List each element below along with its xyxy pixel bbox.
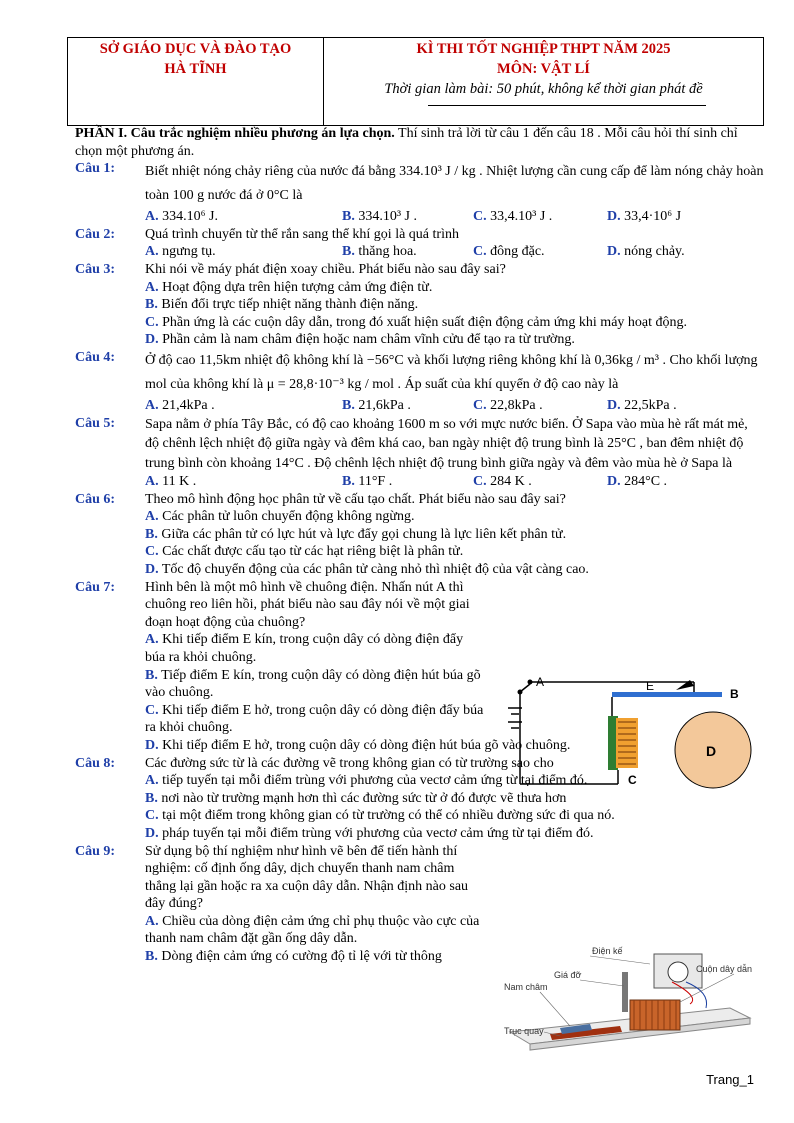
figure-label-a: A <box>536 675 545 689</box>
option-d[interactable]: D. 22,5kPa . <box>607 397 677 413</box>
exam-header <box>67 37 764 126</box>
question-number: Câu 6: <box>75 491 116 507</box>
options-row <box>145 473 765 491</box>
question-2 <box>75 226 765 261</box>
question-stem: Theo mô hình động học phân tử về cấu tạo chất. Phát biểu nào sau đây sai? <box>145 491 566 507</box>
option-d[interactable]: D. 33,4·10⁶ J <box>607 209 682 225</box>
option-c[interactable]: C. 33,4.10³ J . <box>473 209 553 225</box>
section-instruction: Thí sinh trả lời từ câu 1 đến câu 18 . Mỗi câu hỏi thí sinh chỉ chọn một phương án. <box>75 126 738 159</box>
question-stem: Ở độ cao 11,5km nhiệt độ không khí là −56°C và khối lượng riêng không khí là 0,36kg / m³ . Cho khối lượng mol của không khí là μ = 28,8·10⁻³ kg / mol . Áp suất của khí quyển ở độ cao này là <box>145 352 758 392</box>
question-6 <box>75 491 765 579</box>
subject-title: MÔN: VẬT LÍ <box>497 61 590 77</box>
question-1 <box>75 160 765 226</box>
figure-label-stand: Giá đỡ <box>554 970 582 980</box>
province-name: HÀ TĨNH <box>164 61 227 77</box>
option-c[interactable]: C. 284 K . <box>473 474 532 490</box>
question-stem: Quá trình chuyển từ thể rắn sang thể khí gọi là quá trình <box>145 226 459 242</box>
options-row <box>145 243 765 261</box>
option-c[interactable]: C. Phần ứng là các cuộn dây dẫn, trong đó xuất hiện suất điện động cảm ứng khi máy hoạt động. <box>145 314 688 330</box>
option-c[interactable]: C. tại một điểm trong không gian có từ trường có thể có nhiều đường sức đi qua nó. <box>145 808 615 824</box>
option-b[interactable]: B. Biến đổi trực tiếp nhiệt năng thành điện năng. <box>145 297 419 313</box>
question-number: Câu 7: <box>75 579 116 595</box>
exam-time: Thời gian làm bài: 50 phút, không kể thời gian phát đề <box>384 81 703 97</box>
question-stem: Sapa nằm ở phía Tây Bắc, có độ cao khoảng 1600 m so với mực nước biển. Ở Sapa vào mùa hè rất mát mẻ, độ chênh lệch nhiệt độ giữa ngày và đêm khá cao, ban ngày nhiệt độ trung bình là 25°C , ban đêm nhiệt độ trung bình còn khoảng 14°C . Độ chênh lệch nhiệt độ trung bình giữa ngày và đêm vào mùa hè ở Sapa là <box>145 416 748 471</box>
option-c[interactable]: C. Các chất được cấu tạo từ các hạt riêng biệt là phân tử. <box>145 544 464 560</box>
figure-label-b: B <box>730 687 739 701</box>
figure-label-magnet: Nam châm <box>504 982 548 992</box>
question-number: Câu 1: <box>75 161 116 177</box>
option-d[interactable]: D. nóng chảy. <box>607 244 685 260</box>
exam-info-block <box>324 38 763 125</box>
option-a[interactable]: A. tiếp tuyến tại mỗi điểm trùng với phương của vectơ cảm ứng từ tại điểm đó. <box>145 773 588 789</box>
exam-content <box>75 125 765 966</box>
options-row <box>145 397 765 415</box>
option-a[interactable]: A. Các phân tử luôn chuyển động không ngừng. <box>145 509 415 525</box>
question-number: Câu 3: <box>75 261 116 277</box>
question-stem: Các đường sức từ là các đường vẽ trong không gian có từ trường sao cho <box>145 755 554 771</box>
question-stem: Khi nói về máy phát điện xoay chiều. Phát biểu nào sau đây sai? <box>145 261 506 277</box>
section-heading <box>75 125 765 160</box>
question-number: Câu 5: <box>75 415 116 431</box>
option-a[interactable]: A. Chiều của dòng điện cảm ứng chỉ phụ thuộc vào cực của thanh nam châm đặt gần ống dây dẫn. <box>145 913 480 947</box>
option-b[interactable]: B. thăng hoa. <box>342 244 417 260</box>
option-d[interactable]: D. Tốc độ chuyển động của các phân tử càng nhỏ thì nhiệt độ của vật càng cao. <box>145 562 589 577</box>
section-title: PHẦN I. Câu trắc nghiệm nhiều phương án lựa chọn. <box>75 126 395 141</box>
figure-label-d: D <box>706 743 717 759</box>
option-b[interactable]: B. Tiếp điểm E kín, trong cuộn dây có dòng điện hút búa gõ vào chuông. <box>145 667 481 701</box>
option-c[interactable]: C. đông đặc. <box>473 244 545 260</box>
question-4 <box>75 349 765 415</box>
option-a[interactable]: A. 11 K . <box>145 474 197 490</box>
option-d[interactable]: D. Khi tiếp điểm E hở, trong cuộn dây có dòng điện hút búa gõ vào chuông. <box>145 737 571 753</box>
figure-label-e: E <box>646 679 655 693</box>
question-5 <box>75 415 765 491</box>
options-row <box>145 208 765 226</box>
question-number: Câu 9: <box>75 843 116 859</box>
question-3 <box>75 261 765 349</box>
question-stem: Sử dụng bộ thí nghiệm như hình vẽ bên để tiến hành thí nghiệm: cố định ống dây, dịch chuyển thanh nam châm thẳng lại gần hoặc ra xa cuộn dây dẫn. Nhận định nào sau đây đúng? <box>145 843 469 912</box>
option-d[interactable]: D. pháp tuyến tại mỗi điểm trùng với phương của vectơ cảm ứng từ tại điểm đó. <box>145 825 594 841</box>
department-block <box>68 38 324 125</box>
option-b[interactable]: B. Giữa các phân tử có lực hút và lực đẩy gọi chung là lực liên kết phân tử. <box>145 526 567 542</box>
option-b[interactable]: B. nơi nào từ trường mạnh hơn thì các đường sức từ ở đó được vẽ thưa hơn <box>145 790 567 806</box>
option-a[interactable]: A. Khi tiếp điểm E kín, trong cuộn dây có dòng điện đẩy búa ra khỏi chuông. <box>145 632 464 665</box>
option-a[interactable]: A. Hoạt động dựa trên hiện tượng cảm ứng điện từ. <box>145 279 433 295</box>
option-d[interactable]: D. Phần cảm là nam châm điện hoặc nam châm vĩnh cửu để tạo ra từ trường. <box>145 332 575 348</box>
question-number: Câu 8: <box>75 755 116 771</box>
option-c[interactable]: C. 22,8kPa . <box>473 397 543 413</box>
option-a[interactable]: A. 334.10⁶ J. <box>145 209 218 225</box>
option-b[interactable]: B. 11°F . <box>342 474 393 490</box>
department-name: SỞ GIÁO DỤC VÀ ĐÀO TẠO <box>99 41 292 57</box>
option-a[interactable]: A. 21,4kPa . <box>145 397 215 413</box>
question-stem: Hình bên là một mô hình về chuông điện. Nhấn nút A thì chuông reo liên hồi, phát biểu nào sau đây nói về một giai đoạn hoạt động của chuông? <box>145 579 470 630</box>
question-number: Câu 2: <box>75 226 116 242</box>
figure-label-galvanometer: Điện kế <box>592 946 623 956</box>
header-underline <box>428 105 706 106</box>
figure-label-coil: Cuộn dây dẫn <box>696 964 753 974</box>
option-c[interactable]: C. Khi tiếp điểm E hở, trong cuộn dây có dòng điện đẩy búa ra khỏi chuông. <box>145 702 484 736</box>
electric-bell-figure <box>508 672 756 790</box>
figure-label-c: C <box>628 773 637 787</box>
option-b[interactable]: B. 334.10³ J . <box>342 209 417 225</box>
option-b[interactable]: B. 21,6kPa . <box>342 397 411 413</box>
question-number: Câu 4: <box>75 349 116 365</box>
option-a[interactable]: A. ngưng tụ. <box>145 244 216 260</box>
induction-experiment-figure <box>500 942 758 1052</box>
question-stem: Biết nhiệt nóng chảy riêng của nước đá bằng 334.10³ J / kg . Nhiệt lượng cần cung cấp để làm nóng chảy hoàn toàn 100 g nước đá ở 0°C là <box>145 164 764 204</box>
exam-title: KÌ THI TỐT NGHIỆP THPT NĂM 2025 <box>416 41 671 57</box>
figure-label-rail: Trục quay <box>504 1026 544 1036</box>
option-d[interactable]: D. 284°C . <box>607 474 668 490</box>
page-number: Trang_1 <box>706 1072 754 1087</box>
option-b[interactable]: B. Dòng điện cảm ứng có cường độ tỉ lệ với từ thông <box>145 949 442 965</box>
